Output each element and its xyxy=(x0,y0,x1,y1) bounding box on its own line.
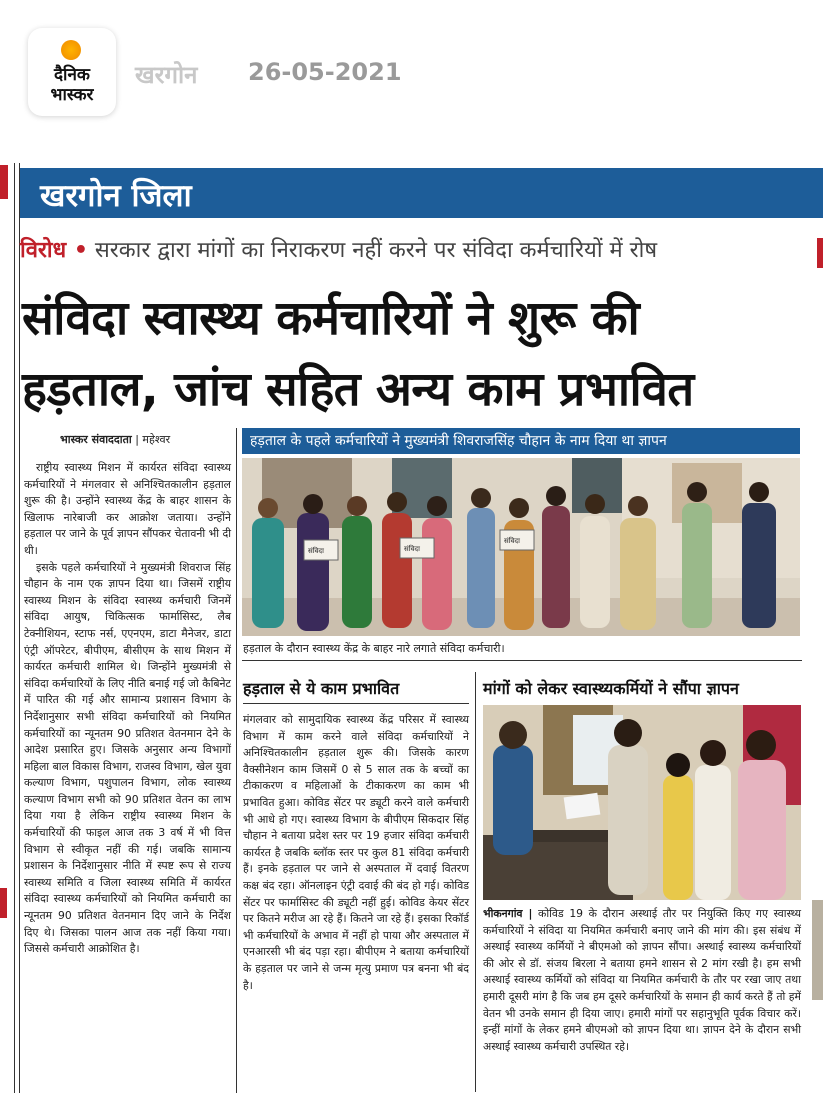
left-page-border xyxy=(14,163,15,1093)
next-page-photo-edge xyxy=(812,900,823,1000)
edition-date: 26-05-2021 xyxy=(248,58,402,86)
main-story-para-2: इसके पहले कर्मचारियों ने मुख्यमंत्री शिवराज सिंह चौहान के नाम एक ज्ञापन दिया था। जिसमें राष्ट्रीय स्वास्थ्य मिशन के संविदा स्वास्थ्य कर्मचारी जिनमें संविदा आयुष, चिकित्सक फार्मासिस्ट, लैब टेक्नीशियन, स्टाफ नर्स, एएनएम, डाटा मैनेजर, डाटा एंट्री ऑपरेटर, बीपीएम, बीसीएम के साथ मिशन में कार्यरत कर्मचारी शामिल थे। जिन्होंने मुख्यमंत्री से संविदा कर्मचारियों के लिए नीति बनाई गई जो कैबिनेट में पारित की गई और सामान्य प्रशासन विभाग के निर्देशानुसार सभी संविदा कर्मचारियों को नियमित कर्मचारियों का न्यूनतम 90 प्रतिशत वेतनमान देने के आदेश प्रसारित हुए। जिसके अनुसार अन्य विभागों महिला बाल विकास विभाग, राजस्व विभाग, खेल युवा कल्याण विभाग, पशुपालन विभाग, लोक स्वास्थ्य कल्याण विभाग सभी को 90 प्रतिशत वेतन का लाभ दिया गया है लेकिन राष्ट्रीय स्वास्थ्य मिशन के कर्मचारियों की फाइल आज तक 3 वर्ष में भी वित्त विभाग से स्वीकृत नहीं की गई। जबकि सामान्य प्रशासन के निर्देशानुसार नीति में स्पष्ट रूप से राज्य स्वास्थ्य समिति व जिला स्वास्थ्य समिति में कार्यरत संविदा स्वास्थ्य कर्मचारियों को नियमित कर्मचारी का न्यूनतम 90 प्रतिशत वेतनमान दिए जाने के निर्देश दिए थे। जिसका पालन आज तक नहीं किया गया। जिससे कर्मचारी आक्रोशित है। xyxy=(24,560,231,956)
side-story2-body xyxy=(483,906,801,1055)
headline-line1: संविदा स्वास्थ्य कर्मचारियों ने शुरू की xyxy=(22,291,640,346)
sun-icon xyxy=(61,40,81,60)
main-story-para-1: राष्ट्रीय स्वास्थ्य मिशन में कार्यरत संविदा स्वास्थ्य कर्मचारियों ने मंगलवार से अनिश्चितकालीन हड़ताल शुरू की है। उन्होंने स्वास्थ्य केंद्र के बाहर शासन के खिलाफ नारेबाजी कर आक्रोश जताया। उन्होंने हड़ताल पर जाने के पूर्व ज्ञापन सौंपकर चेतावनी भी दी थी। xyxy=(24,461,231,557)
kicker xyxy=(20,234,823,270)
byline-reporter: भास्कर संवाददाता xyxy=(60,433,132,446)
memorandum-photo-illustration xyxy=(483,705,801,900)
logo-line2: भास्कर xyxy=(50,85,94,105)
byline-place: | महेश्वर xyxy=(135,433,171,446)
memorandum-photo xyxy=(483,705,801,900)
byline xyxy=(60,432,170,447)
column-rule-2 xyxy=(475,672,476,1092)
side-story1-rule xyxy=(243,703,469,704)
section-title: खरगोन जिला xyxy=(40,178,192,214)
placard-text-2: संविदा xyxy=(404,545,420,553)
side-story2-title: मांगों को लेकर स्वास्थ्यकर्मियों ने सौंपा ज्ञापन xyxy=(483,679,739,698)
side-story2-dateline: भीकनगांव | xyxy=(483,907,533,920)
placard-text-1: संविदा xyxy=(308,547,324,555)
left-page-tab xyxy=(0,165,8,199)
section-banner xyxy=(20,168,823,218)
photo-title-bar: हड़ताल के पहले कर्मचारियों ने मुख्यमंत्री शिवराजसिंह चौहान के नाम दिया था ज्ञापन xyxy=(242,428,800,454)
protest-photo-illustration xyxy=(242,458,800,636)
left-page-tab-lower xyxy=(0,888,7,918)
dainik-bhaskar-logo xyxy=(28,28,116,116)
left-column-rule xyxy=(19,163,20,1093)
logo-line1: दैनिक xyxy=(54,65,90,85)
placard-text-3: संविदा xyxy=(504,537,520,545)
protest-photo xyxy=(242,458,800,636)
kicker-label: विरोध • xyxy=(20,238,88,263)
side-story2-paragraph xyxy=(483,906,801,1055)
horizontal-rule xyxy=(242,660,802,661)
side-story1-title: हड़ताल से ये काम प्रभावित xyxy=(243,679,400,698)
side-story2-text: कोविड 19 के दौरान अस्थाई तौर पर नियुक्ति किए गए स्वास्थ्य कर्मचारियों ने संविदा या नियमित कर्मचारी बनाए जाने की मांग की। इस संबंध में अस्थाई स्वास्थ्य कर्मियों ने बीएमओ को ज्ञापन सौंपा। अस्थाई स्वास्थ्य कर्मचारियों की ओर से डॉ. संजय बिरला ने बताया हमने शासन से 2 मांग रखी है। हम सभी अस्थाई स्वास्थ्य कर्मियों को संविदा या नियमित कर्मचारी के तौर पर रखा जाए तथा हमारी दूसरी मांग है कि जब हम दूसरे कर्मचारियों के समान ही कार्य करते हैं तो हमें वेतन भी उनके समान ही दिया जाए। हमारी मांगों पर सहानुभूति पूर्वक विचार करें। इन्हीं मांगों के लेकर हमने बीएमओ को ज्ञापन दिया था। ज्ञापन देने के दौरान सभी अस्थाई स्वास्थ्य कर्मचारी उपस्थित रहे। xyxy=(483,907,801,1053)
main-story xyxy=(24,460,231,958)
edition-city: खरगोन xyxy=(135,61,198,89)
column-rule-1 xyxy=(236,428,237,1093)
protest-photo-caption: हड़ताल के दौरान स्वास्थ्य केंद्र के बाहर नारे लगाते संविदा कर्मचारी। xyxy=(243,642,505,655)
headline-line2: हड़ताल, जांच सहित अन्य काम प्रभावित xyxy=(22,362,694,417)
side-story1-body xyxy=(243,712,469,994)
side-story1-text: मंगलवार को सामुदायिक स्वास्थ्य केंद्र परिसर में स्वास्थ्य विभाग में काम करने वाले संविदा कर्मचारियों ने अनिश्चितकालीन हड़ताल शुरू की। जिसके कारण वैक्सीनेशन काम जिसमें 0 से 5 साल तक के बच्चों का टीकाकरण व महिलाओं के टीकाकरण का काम भी प्रभावित हुआ। कोविड सेंटर पर ड्यूटी करने वाले कर्मचारी भी आधे हो गए। स्वास्थ्य विभाग के बीपीएम सिकदार सिंह चौहान ने बताया प्रदेश स्तर पर 19 हजार संविदा कर्मचारी कार्यरत है जबकि ब्लॉक स्तर पर कुल 81 संविदा कर्मचारी हैं। इनके हड़ताल पर जाने से अस्पताल में दवाई वितरण कक्ष बंद रहा। ऑनलाइन एंट्री दवाई की बंद हो गई। कोविड सेंटर पर फार्मासिस्ट की ड्यूटी नहीं हुई। कोविड केयर सेंटर पर कितने मरीज आ रहे हैं। कितने जा रहे हैं। इसका रिकॉर्ड भी कर्मचारियों के अभाव में नहीं हो पाया और अस्पताल में एनआरसी भी बंद पड़ा रहा। बीपीएम ने बताया कर्मचारियों के हड़ताल पर जाने से जन्म मृत्यु प्रमाण पत्र बनना भी बंद है। xyxy=(243,713,470,992)
kicker-text: सरकार द्वारा मांगों का निराकरण नहीं करने पर संविदा कर्मचारियों में रोष xyxy=(94,238,658,263)
